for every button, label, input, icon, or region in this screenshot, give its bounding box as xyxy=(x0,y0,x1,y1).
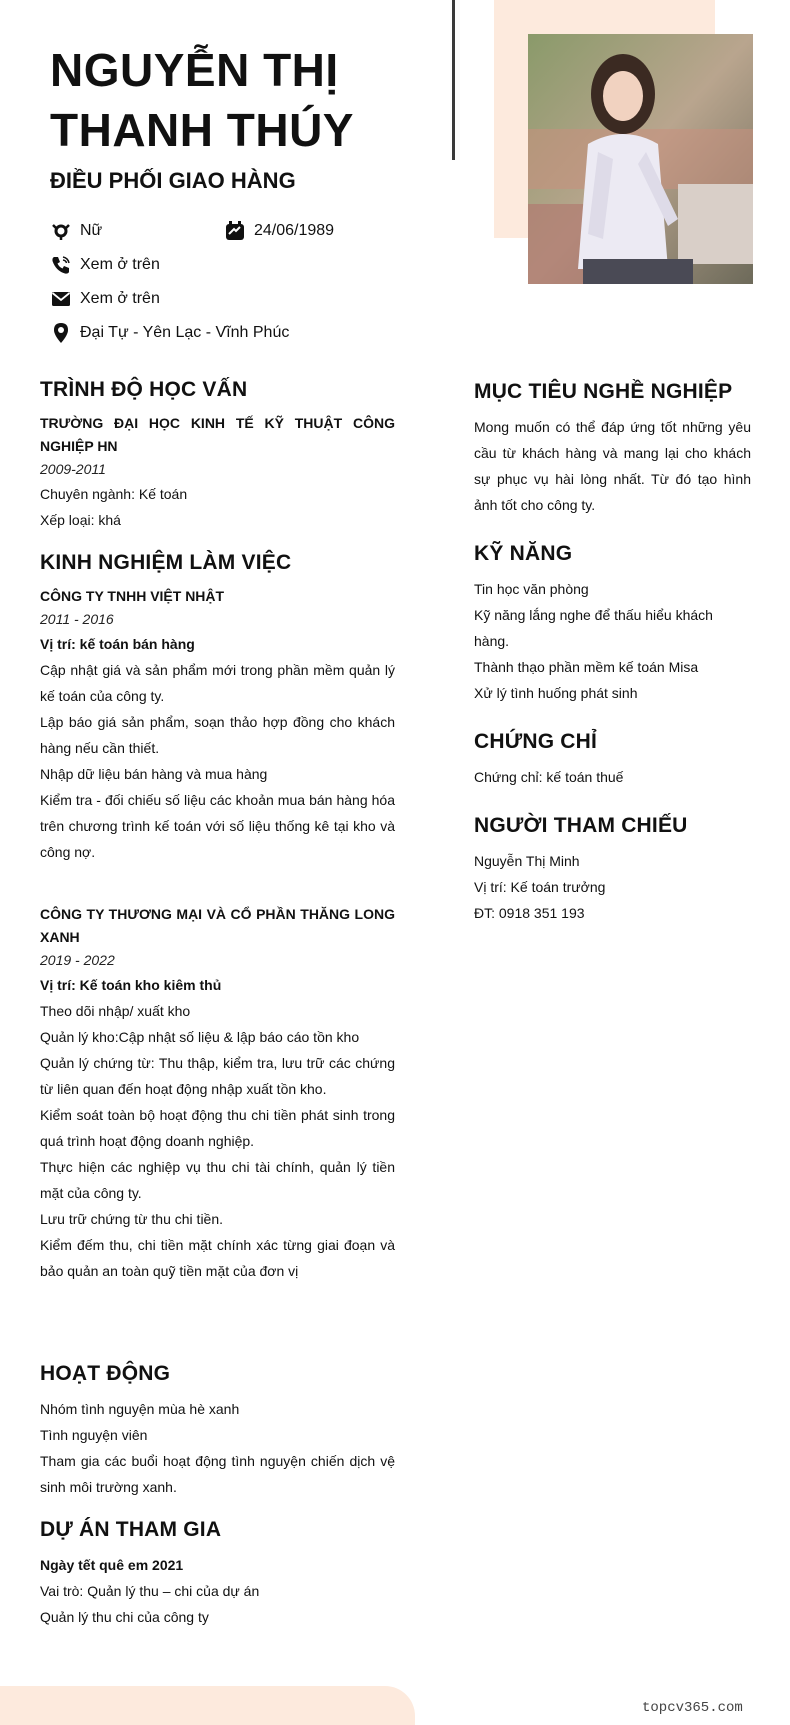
education-title: TRÌNH ĐỘ HỌC VẤN xyxy=(40,378,248,401)
gender-icon xyxy=(50,220,72,242)
references-title: NGƯỜI THAM CHIẾU xyxy=(474,814,688,837)
objective-text: Mong muốn có thể đáp ứng tốt những yêu cầu từ khách hàng và mang lại cho khách sự phục vụ hài lòng nhất. Từ đó tạo hình ảnh tốt cho công ty. xyxy=(474,419,751,513)
activities-section xyxy=(40,1360,395,1500)
phone-item xyxy=(50,252,160,278)
project-detail: Quản lý thu chi của công ty xyxy=(40,1609,209,1625)
education-rank: Xếp loại: khá xyxy=(40,512,121,528)
references-section xyxy=(474,812,751,926)
calendar-icon xyxy=(224,220,246,242)
job-duty: Quản lý kho:Cập nhật số liệu & lập báo cáo tồn kho xyxy=(40,1029,360,1045)
objective-title: MỤC TIÊU NGHỀ NGHIỆP xyxy=(474,380,733,403)
job-entry xyxy=(40,903,395,1284)
location-pin-icon xyxy=(50,322,72,344)
right-column xyxy=(474,378,751,926)
skill-item: Xử lý tình huống phát sinh xyxy=(474,685,638,701)
job-duty: Quản lý chứng từ: Thu thập, kiểm tra, lưu trữ các chứng từ liên quan đến hoạt động nhập xuất tồn kho. xyxy=(40,1055,395,1097)
activities-title: HOẠT ĐỘNG xyxy=(40,1362,171,1385)
job-duty: Theo dõi nhập/ xuất kho xyxy=(40,1003,191,1019)
experience-title: KINH NGHIỆM LÀM VIỆC xyxy=(40,551,292,574)
reference-position: Vị trí: Kế toán trưởng xyxy=(474,879,606,895)
job-duty: Nhập dữ liệu bán hàng và mua hàng xyxy=(40,766,268,782)
birthday-item xyxy=(224,218,334,244)
header-divider xyxy=(452,0,455,160)
skill-item: Kỹ năng lắng nghe để thấu hiểu khách hàng. xyxy=(474,607,713,649)
gender-item xyxy=(50,218,102,244)
job-duty: Thực hiện các nghiệp vụ thu chi tài chính, quản lý tiền mặt của công ty. xyxy=(40,1159,395,1201)
company-name: CÔNG TY THƯƠNG MẠI VÀ CỔ PHẦN THĂNG LONG XANH xyxy=(40,906,395,945)
projects-section xyxy=(40,1516,395,1630)
footer-accent-shape xyxy=(0,1686,415,1725)
job-position: Vị trí: kế toán bán hàng xyxy=(40,636,195,652)
experience-section xyxy=(40,549,395,1284)
phone-text: Xem ở trên xyxy=(80,256,160,273)
project-name: Ngày tết quê em 2021 xyxy=(40,1557,184,1573)
activity-item: Tình nguyện viên xyxy=(40,1427,148,1443)
name-line-2: THANH THÚY xyxy=(50,104,354,156)
certificates-title: CHỨNG CHỈ xyxy=(474,730,598,753)
job-period: 2011 - 2016 xyxy=(40,611,114,627)
certificates-section xyxy=(474,728,751,790)
birthday-text: 24/06/1989 xyxy=(254,222,335,239)
education-period: 2009-2011 xyxy=(40,461,106,477)
job-title: ĐIỀU PHỐI GIAO HÀNG xyxy=(50,168,296,193)
job-duty: Kiểm đếm thu, chi tiền mặt chính xác từng giai đoạn và bảo quản an toàn quỹ tiền mặt của đơn vị xyxy=(40,1237,395,1279)
job-entry xyxy=(40,585,395,865)
email-text: Xem ở trên xyxy=(80,290,160,307)
activity-item: Nhóm tình nguyện mùa hè xanh xyxy=(40,1401,240,1417)
job-duty: Kiểm tra - đối chiếu số liệu các khoản mua bán hàng hóa trên chương trình kế toán với số liệu thống kê tại kho và công nợ. xyxy=(40,792,395,860)
gender-text: Nữ xyxy=(80,222,103,239)
address-text: Đại Tự - Yên Lạc - Vĩnh Phúc xyxy=(80,324,290,341)
skills-title: KỸ NĂNG xyxy=(474,542,573,565)
certificate-item: Chứng chỉ: kế toán thuế xyxy=(474,769,624,785)
activity-item: Tham gia các buổi hoạt động tình nguyện chiến dịch vệ sinh môi trường xanh. xyxy=(40,1453,395,1495)
left-column xyxy=(40,376,395,1630)
job-duty: Lập báo giá sản phẩm, soạn thảo hợp đồng cho khách hàng nếu cần thiết. xyxy=(40,714,395,756)
education-section xyxy=(40,376,395,533)
envelope-icon xyxy=(50,288,72,310)
address-item xyxy=(50,320,289,346)
profile-photo xyxy=(528,34,753,284)
job-position: Vị trí: Kế toán kho kiêm thủ xyxy=(40,977,222,993)
email-item xyxy=(50,286,160,312)
candidate-name xyxy=(50,40,440,160)
job-period: 2019 - 2022 xyxy=(40,952,115,968)
reference-phone: ĐT: 0918 351 193 xyxy=(474,905,585,921)
project-detail: Vai trò: Quản lý thu – chi của dự án xyxy=(40,1583,260,1599)
job-duty: Lưu trữ chứng từ thu chi tiền. xyxy=(40,1211,224,1227)
job-duty: Kiểm soát toàn bộ hoạt động thu chi tiền phát sinh trong quá trình hoạt động doanh nghiệp. xyxy=(40,1107,395,1149)
skill-item: Thành thạo phần mềm kế toán Misa xyxy=(474,659,699,675)
phone-icon xyxy=(50,254,72,276)
reference-name: Nguyễn Thị Minh xyxy=(474,853,580,869)
skill-item: Tin học văn phòng xyxy=(474,581,589,597)
education-major: Chuyên ngành: Kế toán xyxy=(40,486,188,502)
objective-section xyxy=(474,378,751,518)
skills-section xyxy=(474,540,751,706)
company-name: CÔNG TY TNHH VIỆT NHẬT xyxy=(40,588,225,604)
brand-watermark: topcv365.com xyxy=(642,1700,743,1716)
job-duty: Cập nhật giá và sản phẩm mới trong phần mềm quản lý kế toán của công ty. xyxy=(40,662,395,704)
projects-title: DỰ ÁN THAM GIA xyxy=(40,1518,222,1541)
name-line-1: NGUYỄN THỊ xyxy=(50,44,339,96)
school-name: TRƯỜNG ĐẠI HỌC KINH TẾ KỸ THUẬT CÔNG NGHIỆP HN xyxy=(40,415,395,454)
